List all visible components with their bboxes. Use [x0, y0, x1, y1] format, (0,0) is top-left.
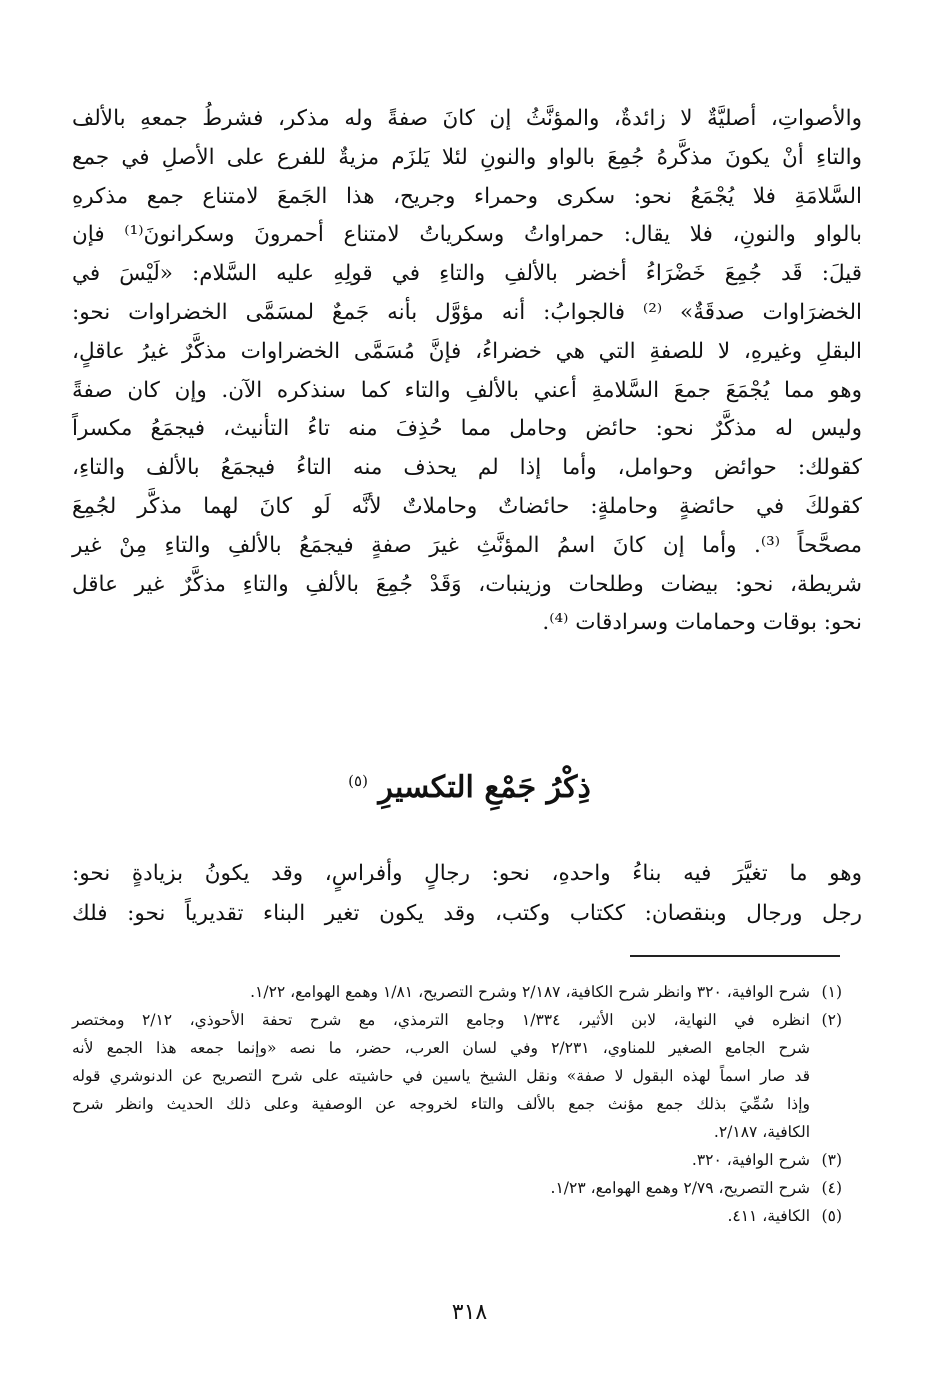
footnote-number: (٥)	[821, 1207, 842, 1225]
text-line: السَّلامَةِ فلا يُجْمَعُ نحو: سكرى وحمراء وجريح، هذا الجَمعَ لامتناع جمع مذكرهِ	[72, 183, 862, 209]
text-line: كقولكَ في حائضةٍ وحاملةٍ: حائضاتٌ وحاملاتٌ لأنَّه لَو كانَ لهما مذكَّر لجُمِعَ	[72, 493, 862, 519]
text-line: شريطة، نحو: بيضات وطلحات وزينبات، وَقَدْ جُمِعَ بالألفِ والتاءِ مذكَّرٌ غير عاقل	[72, 571, 862, 597]
footnote-line: شرح الوافية، ٣٢٠ وانظر شرح الكافية، ٢/١٨٧ وشرح التصريح، ١/٨١ وهمع الهوامع، ١/٢٢.	[250, 983, 810, 1001]
section-heading	[0, 770, 939, 805]
text-line: قيلَ: قَد جُمِعَ خَضْرَاءُ أخضر بالألفِ والتاءِ في قولِهِ عليه السَّلام: «لَيْسَ في	[72, 261, 862, 287]
footnote-line: شرح الوافية، ٣٢٠.	[691, 1151, 810, 1169]
footnote-line: الكافية، ٤١١.	[727, 1207, 810, 1225]
text-line: وهو ما تغيَّرَ فيه بناءُ واحدهِ، نحو: رجالٍ وأفراسٍ، وقد يكونُ بزيادةٍ نحو:	[72, 861, 862, 886]
section-paragraph	[72, 854, 862, 934]
text-line: وهو مما يُجْمَعَ جمعَ السَّلامةِ أعني بالألفِ والتاء كما سنذكره الآن. وإن كان صفةً	[72, 377, 862, 403]
text-line: البقلِ وغيرهِ، لا للصفةِ التي هي خضراءُ، فإنَّ مُسَمَّى الخضراوات مذكَّرٌ غيرُ عاقلٍ،	[72, 338, 862, 364]
footnote-number: (٣)	[821, 1151, 842, 1169]
footnote	[72, 1006, 842, 1146]
footnote-number: (٤)	[821, 1179, 842, 1197]
footnote	[72, 1146, 842, 1174]
footnote-ref: (٥)	[348, 772, 368, 790]
footnote-line: قد صار اسماً لهذه البقول لا صفة» ونقل الشيخ ياسين في حاشيته على شرح التصريح عن الدنوشري قوله	[72, 1067, 810, 1085]
footnote-line: الكافية، ٢/١٨٧.	[713, 1123, 810, 1141]
footnote-line: انظره في النهاية، لابن الأثير، ١/٣٣٤ وجامع الترمذي، مع شرح تحفة الأحوذي، ٢/١٢ ومختصر	[72, 1011, 810, 1029]
page-number: ٣١٨	[451, 1300, 488, 1325]
section-heading-title: ذِكْرُ جَمْعِ التكسيرِ	[378, 770, 591, 805]
text-line: مصحَّحاً ⁽³⁾. وأما إن كانَ اسمُ المؤنَّثِ غيرَ صفةٍ فيجمَعُ بالألفِ والتاءِ مِنْ غير	[72, 532, 862, 558]
main-paragraph	[72, 100, 862, 643]
text-line: كقولك: حوائض وحوامل، وأما إذا لم يحذف منه التاءُ فيجمَعُ بالألف والتاءِ،	[72, 455, 862, 481]
footnotes	[72, 978, 842, 1230]
footnote-separator	[630, 955, 840, 957]
footnote-number: (١)	[821, 983, 842, 1001]
footnote	[72, 1174, 842, 1202]
text-line: نحو: بوقات وحمامات وسرادقات ⁽⁴⁾.	[542, 610, 862, 636]
text-line: رجل ورجال وبنقصان: ككتاب وكتب، وقد يكون تغير البناء تقديرياً نحو: فلك	[72, 901, 862, 926]
footnote	[72, 1202, 842, 1230]
text-line: والتاءِ أنْ يكونَ مذكَّرهُ جُمِعَ بالواو والنونِ لئلا يَلزَم مزيةٌ للفرع على الأصلِ في جمع	[72, 144, 862, 170]
text-line: بالواو والنونِ، فلا يقال: حمراواتُ وسكرياتُ لامتناع أحمرونَ وسكرانونَ⁽¹⁾ فإن	[72, 222, 862, 248]
text-line: الخضرَاوات صدقَةٌ» ⁽²⁾ فالجوابُ: أنه مؤوَّل بأنه جَمعٌ لمسَمَّى الخضراوات نحو:	[72, 299, 862, 325]
footnote	[72, 978, 842, 1006]
footnote-line: وإذا سُمِّيَ بذلك جمع مؤنث جمع بالألف والتاء لخروجه عن الوصفية وعلى ذلك الحديث وانظر شرح	[72, 1095, 810, 1113]
text-line: والأصواتِ، أصليَّةٌ لا زائدةٌ، والمؤنَّثُ إن كانَ صفةً وله مذكر، فشرطُ جمعهِ بالألف	[72, 106, 862, 131]
footnote-line: شرح الجامع الصغير للمناوي، ٢/٢٣١ وفي لسان العرب، حضر، ما نصه «وإنما جمعه هذا الجمع لأنه	[72, 1039, 810, 1057]
footnote-line: شرح التصريح، ٢/٧٩ وهمع الهوامع، ١/٢٣.	[550, 1179, 810, 1197]
footnote-number: (٢)	[821, 1011, 842, 1029]
text-line: وليس له مذكَّرٌ نحو: حائض وحامل مما حُذِفَ منه تاءُ التأنيث، فيجمَعُ مكسراً	[72, 416, 862, 442]
